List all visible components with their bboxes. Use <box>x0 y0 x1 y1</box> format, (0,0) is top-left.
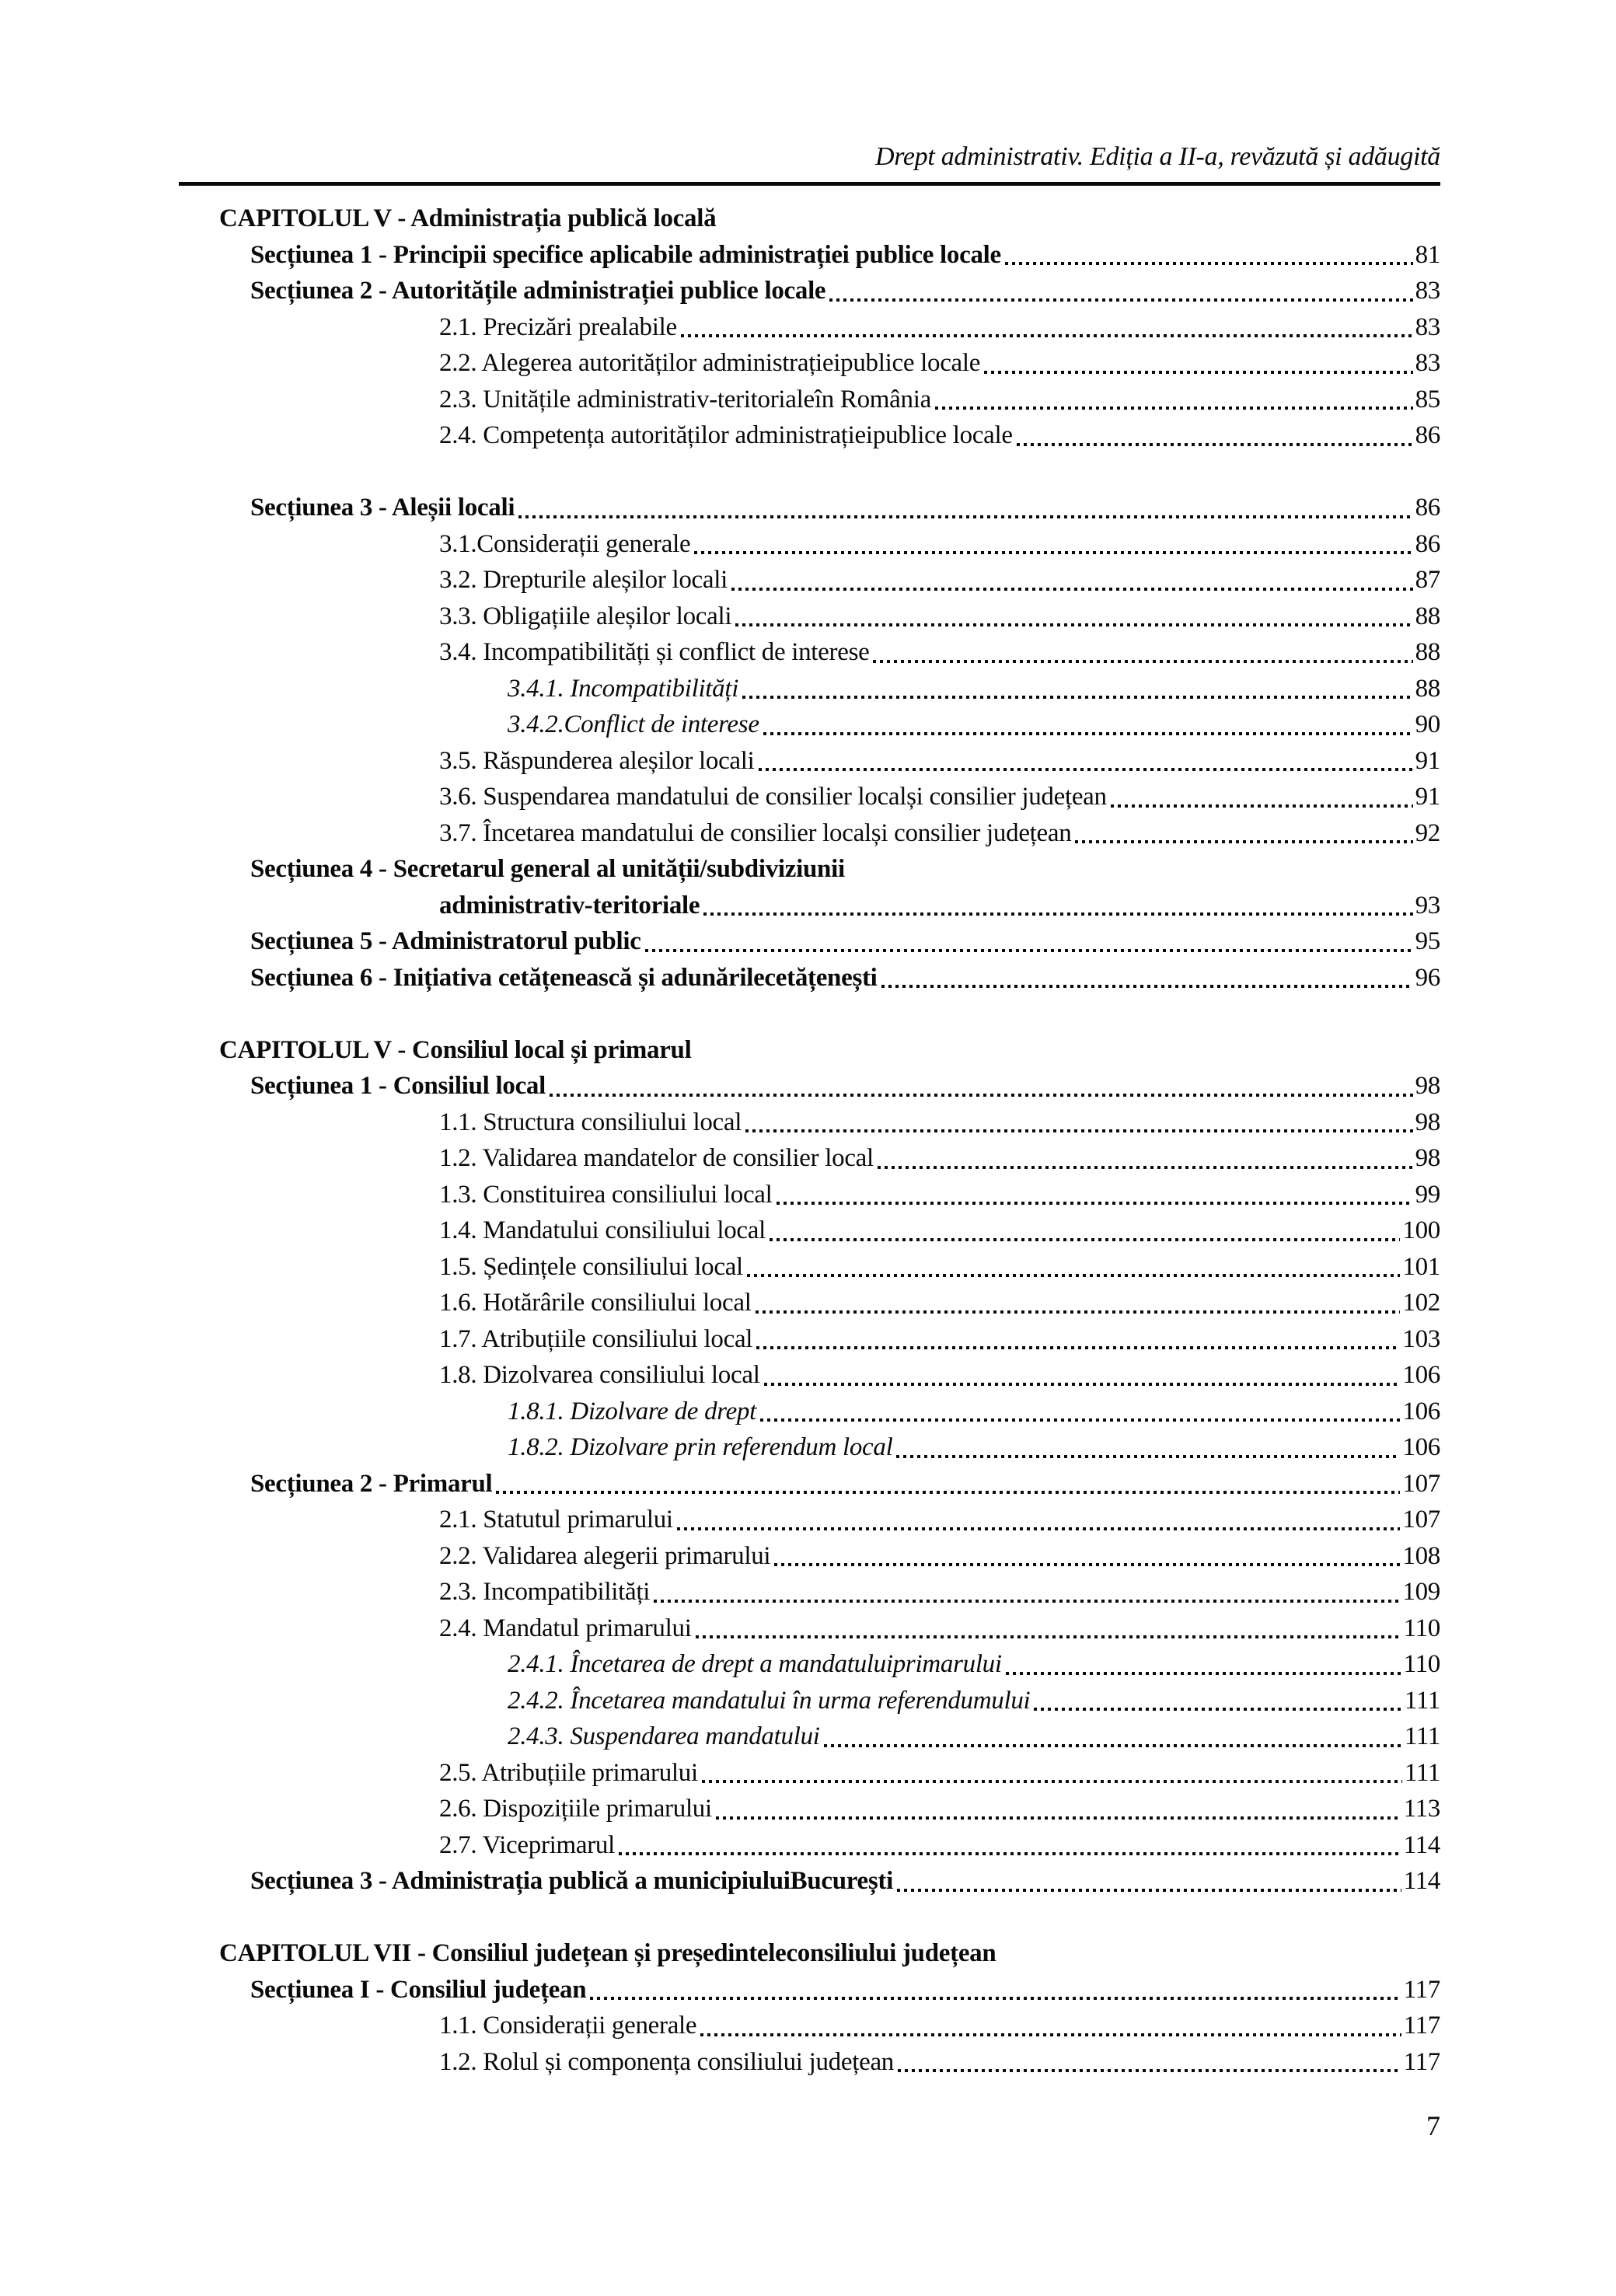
toc-row <box>0 779 1616 815</box>
toc-page-number: 91 <box>1415 746 1440 775</box>
toc-page-number: 88 <box>1415 638 1440 666</box>
toc-dotted-leader <box>702 1780 1402 1783</box>
toc-dotted-leader <box>735 623 1412 626</box>
toc-page-number: 101 <box>1402 1252 1440 1281</box>
toc-dotted-leader <box>1075 840 1412 843</box>
toc-page-number: 98 <box>1415 1144 1440 1172</box>
toc-row <box>0 1104 1616 1141</box>
toc-row <box>0 562 1616 598</box>
toc-dotted-leader <box>756 1346 1400 1349</box>
table-of-contents <box>0 201 1616 2080</box>
toc-entry-label: 1.6. Hotărârile consiliului local <box>439 1289 752 1317</box>
toc-page-number: 109 <box>1402 1578 1440 1606</box>
toc-row <box>0 1502 1616 1538</box>
toc-dotted-leader <box>700 2033 1401 2036</box>
toc-entry-label: 1.1. Structura consiliului local <box>439 1108 742 1136</box>
toc-page-number: 86 <box>1415 529 1440 558</box>
toc-row <box>0 1719 1616 1755</box>
toc-dotted-leader <box>742 696 1412 699</box>
toc-dotted-leader <box>873 660 1412 663</box>
toc-dotted-leader <box>763 732 1413 735</box>
toc-dotted-leader <box>897 1889 1401 1892</box>
toc-entry-label: 2.4. Mandatul primarului <box>439 1614 692 1642</box>
toc-row <box>0 382 1616 418</box>
toc-dotted-leader <box>829 298 1412 302</box>
toc-dotted-leader <box>759 768 1413 771</box>
toc-row <box>0 1574 1616 1610</box>
toc-gap <box>0 454 1616 490</box>
toc-dotted-leader <box>703 912 1412 916</box>
toc-row <box>0 1321 1616 1358</box>
toc-page-number: 83 <box>1415 277 1440 305</box>
toc-row <box>0 490 1616 526</box>
toc-dotted-leader <box>518 515 1412 518</box>
toc-entry-label: 1.8.2. Dizolvare prin referendum local <box>508 1433 893 1461</box>
toc-page-number: 114 <box>1403 1867 1440 1895</box>
toc-entry-label: 3.5. Răspunderea aleșilor locali <box>439 746 755 775</box>
toc-row <box>0 2008 1616 2044</box>
toc-page-number: 113 <box>1403 1795 1440 1823</box>
toc-row <box>0 1068 1616 1104</box>
toc-page-number: 108 <box>1402 1541 1440 1570</box>
toc-dotted-leader <box>745 1129 1413 1132</box>
toc-dotted-leader <box>1006 1672 1401 1675</box>
toc-row <box>0 309 1616 346</box>
toc-page-number: 88 <box>1415 674 1440 703</box>
toc-dotted-leader <box>764 1383 1401 1386</box>
toc-row <box>0 1140 1616 1177</box>
toc-row <box>0 1755 1616 1792</box>
toc-page-number: 111 <box>1404 1686 1440 1715</box>
toc-row <box>0 1683 1616 1719</box>
toc-page-number: 111 <box>1404 1758 1440 1787</box>
toc-entry-label: 2.3. Incompatibilități <box>439 1578 651 1606</box>
toc-page-number: 95 <box>1415 927 1440 955</box>
toc-page-number: 83 <box>1415 312 1440 341</box>
toc-entry-label: CAPITOLUL V - Administrația publică locală <box>219 204 717 232</box>
toc-dotted-leader <box>731 588 1413 591</box>
toc-dotted-leader <box>777 1202 1413 1205</box>
toc-dotted-leader <box>1005 262 1413 265</box>
toc-entry-label: Secțiunea 5 - Administratorul public <box>250 927 641 955</box>
toc-dotted-leader <box>645 949 1413 952</box>
toc-page-number: 98 <box>1415 1072 1440 1100</box>
toc-page-number: 92 <box>1415 818 1440 847</box>
toc-row <box>0 1394 1616 1430</box>
toc-entry-label: 3.4. Incompatibilități și conflict de interese <box>439 638 870 666</box>
toc-entry-label: 1.1. Considerații generale <box>439 2012 697 2040</box>
toc-dotted-leader <box>935 407 1413 410</box>
toc-entry-label: 3.6. Suspendarea mandatului de consilier localși consilier județean <box>439 783 1107 811</box>
toc-entry-label: 2.6. Dispozițiile primarului <box>439 1795 712 1823</box>
toc-dotted-leader <box>770 1238 1400 1241</box>
toc-page-number: 103 <box>1402 1324 1440 1353</box>
toc-page-number: 100 <box>1402 1216 1440 1244</box>
toc-entry-label: administrativ-teritoriale <box>439 891 700 919</box>
toc-row <box>0 707 1616 743</box>
toc-row <box>0 1032 1616 1069</box>
toc-entry-label: Secțiunea 2 - Autoritățile administrației publice locale <box>250 277 826 305</box>
toc-dotted-leader <box>677 1527 1401 1530</box>
toc-entry-label: Secțiunea 1 - Principii specifice aplicabile administrației publice locale <box>250 240 1001 269</box>
toc-entry-label: 1.4. Mandatului consiliului local <box>439 1216 766 1244</box>
toc-entry-label: 2.1. Precizări prealabile <box>439 312 677 341</box>
toc-entry-label: 2.5. Atribuțiile primarului <box>439 1758 698 1787</box>
toc-dotted-leader <box>774 1563 1400 1566</box>
toc-entry-label: 1.2. Validarea mandatelor de consilier local <box>439 1144 874 1172</box>
toc-entry-label: 2.4.1. Încetarea de drept a mandatuluiprimarului <box>508 1650 1002 1678</box>
toc-dotted-leader <box>681 334 1413 337</box>
toc-page-number: 99 <box>1415 1180 1440 1209</box>
toc-page-number: 111 <box>1404 1722 1440 1750</box>
toc-page-number: 106 <box>1402 1397 1440 1425</box>
toc-page-number: 93 <box>1415 891 1440 919</box>
toc-entry-label: Secțiunea 4 - Secretarul general al unității/subdiviziunii <box>250 855 845 883</box>
toc-page-number: 110 <box>1403 1614 1440 1642</box>
toc-row <box>0 1249 1616 1286</box>
toc-row <box>0 923 1616 960</box>
toc-dotted-leader <box>824 1744 1402 1747</box>
toc-page-number: 86 <box>1415 421 1440 449</box>
toc-page-number: 98 <box>1415 1108 1440 1136</box>
toc-entry-label: 2.3. Unitățile administrativ-teritorialeîn România <box>439 385 931 413</box>
toc-entry-label: Secțiunea I - Consiliul județean <box>250 1975 587 2004</box>
toc-page-number: 96 <box>1415 963 1440 992</box>
toc-entry-label: 3.2. Drepturile aleșilor locali <box>439 566 728 594</box>
toc-row <box>0 201 1616 237</box>
toc-page-number: 107 <box>1402 1506 1440 1534</box>
toc-row <box>0 851 1616 888</box>
toc-dotted-leader <box>1034 1708 1401 1711</box>
toc-row <box>0 634 1616 671</box>
toc-row <box>0 237 1616 274</box>
toc-row <box>0 1935 1616 1972</box>
header-rule-divider <box>179 182 1440 186</box>
toc-dotted-leader <box>1017 443 1413 446</box>
toc-dotted-leader <box>878 1166 1413 1169</box>
toc-entry-label: 2.4.2. Încetarea mandatului în urma referendumului <box>508 1686 1031 1715</box>
toc-row <box>0 2044 1616 2081</box>
toc-page-number: 106 <box>1402 1433 1440 1461</box>
toc-entry-label: 2.2. Validarea alegerii primarului <box>439 1541 771 1570</box>
toc-row <box>0 1213 1616 1249</box>
toc-entry-label: 2.1. Statutul primarului <box>439 1506 673 1534</box>
toc-row <box>0 1429 1616 1466</box>
toc-dotted-leader <box>694 551 1412 554</box>
toc-page-number: 117 <box>1403 2012 1440 2040</box>
toc-row <box>0 1791 1616 1827</box>
toc-entry-label: Secțiunea 1 - Consiliul local <box>250 1072 546 1100</box>
toc-entry-label: 2.4.3. Suspendarea mandatului <box>508 1722 820 1750</box>
toc-gap <box>0 996 1616 1032</box>
toc-dotted-leader <box>756 1310 1401 1314</box>
toc-entry-label: 2.7. Viceprimarul <box>439 1830 615 1859</box>
toc-row <box>0 526 1616 563</box>
toc-page-number: 81 <box>1415 240 1440 269</box>
toc-dotted-leader <box>716 1816 1401 1820</box>
toc-dotted-leader <box>896 1455 1400 1458</box>
running-header: Drept administrativ. Ediția a II-a, revăzută și adăugită <box>874 142 1440 171</box>
page-number: 7 <box>1426 2110 1440 2141</box>
toc-row <box>0 1610 1616 1647</box>
toc-page-number: 85 <box>1415 385 1440 413</box>
toc-dotted-leader <box>654 1600 1400 1603</box>
toc-page-number: 90 <box>1415 710 1440 738</box>
toc-entry-label: Secțiunea 2 - Primarul <box>250 1469 493 1498</box>
toc-dotted-leader <box>696 1635 1401 1638</box>
toc-page-number: 106 <box>1402 1361 1440 1389</box>
toc-entry-label: 2.2. Alegerea autorităților administrațieipublice locale <box>439 349 981 377</box>
toc-page-number: 117 <box>1403 1975 1440 2004</box>
toc-entry-label: 3.1.Considerații generale <box>439 529 691 558</box>
toc-dotted-leader <box>1111 804 1413 808</box>
toc-page-number: 110 <box>1403 1650 1440 1678</box>
toc-row <box>0 1827 1616 1864</box>
toc-entry-label: 1.7. Atribuțiile consiliului local <box>439 1324 753 1353</box>
toc-row <box>0 1177 1616 1213</box>
toc-entry-label: Secțiunea 6 - Inițiativa cetățenească și adunărilecetățenești <box>250 963 878 992</box>
toc-row <box>0 888 1616 924</box>
toc-entry-label: 1.3. Constituirea consiliului local <box>439 1180 773 1209</box>
toc-dotted-leader <box>881 985 1413 988</box>
toc-row <box>0 815 1616 852</box>
toc-page-number: 91 <box>1415 783 1440 811</box>
toc-dotted-leader <box>619 1852 1401 1855</box>
toc-page-number: 86 <box>1415 494 1440 522</box>
toc-row <box>0 671 1616 707</box>
toc-entry-label: 3.4.1. Incompatibilități <box>508 674 739 703</box>
toc-entry-label: 1.8.1. Dizolvare de drept <box>508 1397 757 1425</box>
toc-row <box>0 417 1616 454</box>
toc-dotted-leader <box>760 1418 1400 1422</box>
toc-entry-label: CAPITOLUL V - Consiliul local și primarul <box>219 1035 692 1064</box>
toc-entry-label: 3.3. Obligațiile aleșilor locali <box>439 602 732 630</box>
toc-entry-label: 3.4.2.Conflict de interese <box>508 710 759 738</box>
toc-entry-label: 1.8. Dizolvarea consiliului local <box>439 1361 760 1389</box>
toc-page-number: 102 <box>1402 1289 1440 1317</box>
toc-row <box>0 1285 1616 1321</box>
toc-dotted-leader <box>590 1997 1401 2000</box>
toc-row <box>0 1466 1616 1502</box>
toc-row <box>0 1972 1616 2008</box>
toc-row <box>0 743 1616 780</box>
toc-dotted-leader <box>747 1274 1400 1277</box>
toc-page-number: 83 <box>1415 349 1440 377</box>
toc-page-number: 87 <box>1415 566 1440 594</box>
toc-dotted-leader <box>984 371 1412 374</box>
toc-entry-label: 1.5. Ședințele consiliului local <box>439 1252 743 1281</box>
toc-row <box>0 598 1616 635</box>
toc-row <box>0 1538 1616 1575</box>
toc-dotted-leader <box>898 2069 1401 2072</box>
toc-page-number: 117 <box>1403 2047 1440 2076</box>
toc-row <box>0 273 1616 309</box>
toc-entry-label: CAPITOLUL VII - Consiliul județean și președinteleconsiliului județean <box>219 1939 996 1967</box>
toc-row <box>0 1646 1616 1683</box>
toc-gap <box>0 1900 1616 1936</box>
toc-entry-label: Secțiunea 3 - Aleșii locali <box>250 494 515 522</box>
toc-entry-label: Secțiunea 3 - Administrația publică a municipiuluiBucurești <box>250 1867 893 1895</box>
toc-page-number: 107 <box>1402 1469 1440 1498</box>
toc-dotted-leader <box>496 1491 1400 1494</box>
toc-page-number: 114 <box>1403 1830 1440 1859</box>
toc-row <box>0 1863 1616 1900</box>
toc-row <box>0 345 1616 382</box>
toc-entry-label: 3.7. Încetarea mandatului de consilier localși consilier județean <box>439 818 1072 847</box>
toc-page-number: 88 <box>1415 602 1440 630</box>
toc-entry-label: 1.2. Rolul și componența consiliului județean <box>439 2047 894 2076</box>
toc-row <box>0 1357 1616 1394</box>
toc-row <box>0 960 1616 996</box>
toc-dotted-leader <box>550 1094 1413 1097</box>
toc-entry-label: 2.4. Competența autorităților administrațieipublice locale <box>439 421 1013 449</box>
